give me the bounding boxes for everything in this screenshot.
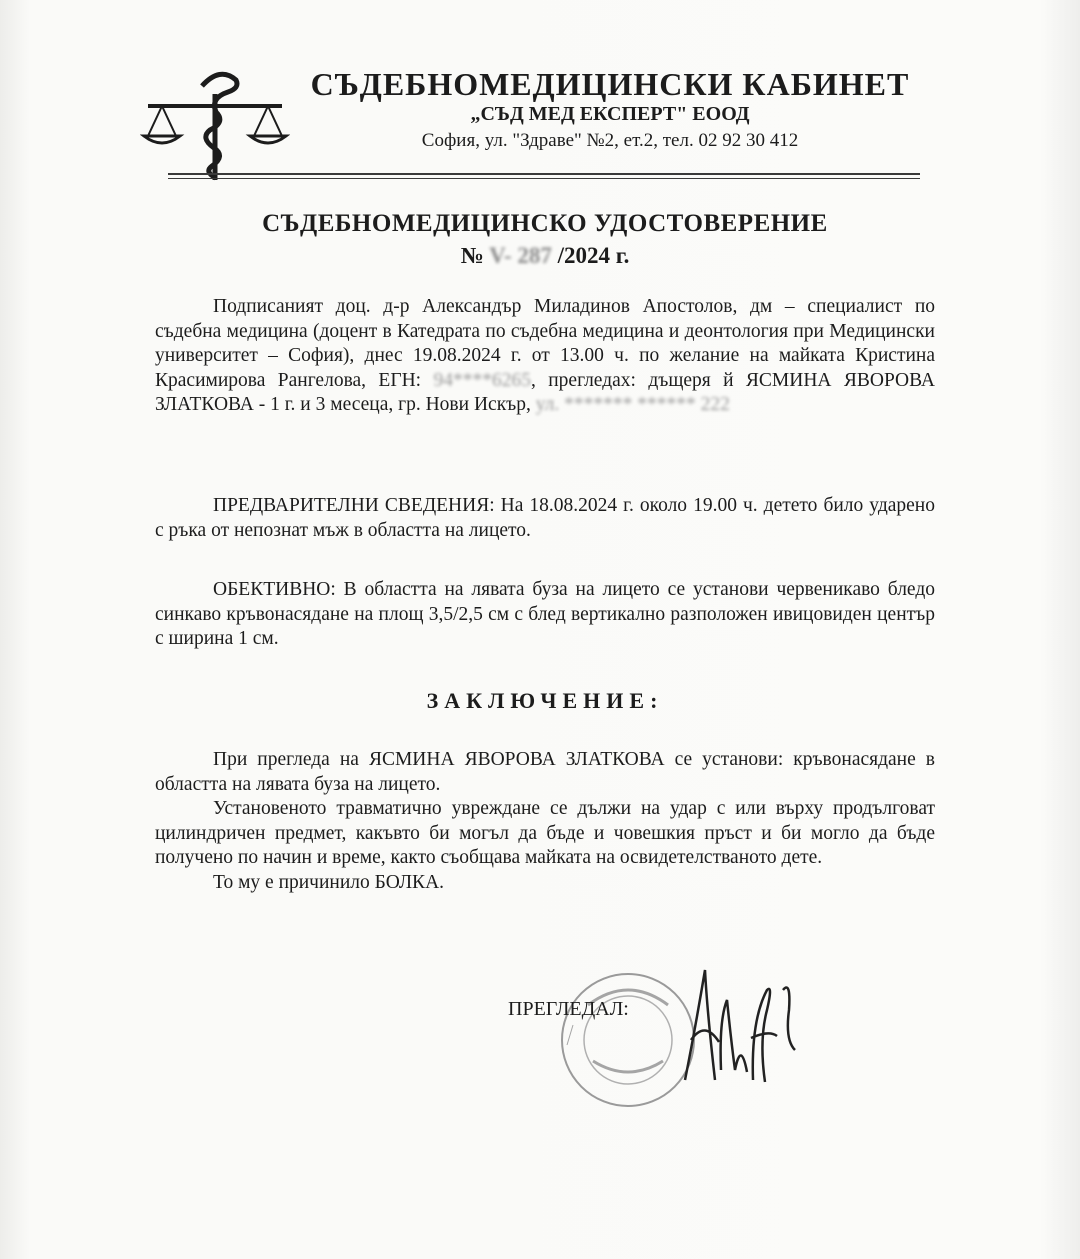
company-name: „СЪД МЕД ЕКСПЕРТ" ЕООД	[470, 103, 750, 125]
preliminary-paragraph: ПРЕДВАРИТЕЛНИ СВЕДЕНИЯ: На 18.08.2024 г. около 19.00 ч. детето било ударено с ръка от непознат мъж в областта на лицето.	[155, 495, 935, 541]
redacted-number: V- 287	[489, 243, 552, 268]
conclusion-paragraph-1: При прегледа на ЯСМИНА ЯВОРОВА ЗЛАТКОВА се установи: кръвонасядане в областта на лявата буза на лицето.	[155, 749, 935, 795]
header-divider-thin	[168, 178, 920, 179]
conclusion-body	[155, 748, 935, 895]
intro-paragraph: Подписаният доц. д-р Александър Миладинов Апостолов, дм – специалист по съдебна медицина (доцент в Катедрата по съдебна медицина и деонтология при Медицински университет – София), днес 19.08.2024 г. от 13.00 ч. по желание на майката Кристина Красимирова Рангелова, ЕГН: 94****6265, прегледах: дъщеря й ЯСМИНА ЯВОРОВА ЗЛАТКОВА - 1 г. и 3 месеца, гр. Нови Искър, ул. ******* ****** 222	[155, 296, 935, 415]
conclusion-paragraph-2: Установеното травматично увреждане се дължи на удар с или върху продълговат цилиндричен предмет, какъвто би могъл да бъде и човешкия пръст и би могло да бъде получено по начин и време, както съобщава майката на освидетелстваното дете.	[155, 798, 935, 868]
redacted-address: ул. ******* ****** 222	[535, 394, 730, 415]
examined-label: ПРЕГЛЕДАЛ:	[508, 998, 629, 1020]
institution-title: СЪДЕБНОМЕДИЦИНСКИ КАБИНЕТ	[310, 66, 910, 102]
header-divider	[168, 173, 920, 175]
redacted-egn: 94****6265	[433, 369, 531, 391]
forensic-scales-caduceus-logo	[140, 66, 290, 184]
objective-paragraph: ОБЕКТИВНО: В областта на лявата буза на лицето се установи червеникаво бледо синкаво кръвонасядане на площ 3,5/2,5 см с блед вертикално разположен ивицовиден център с ширина 1 см.	[155, 579, 935, 649]
institution-address: София, ул. "Здраве" №2, ет.2, тел. 02 92 30 412	[421, 130, 799, 151]
handwritten-signature	[655, 960, 805, 1095]
conclusion-heading: ЗАКЛЮЧЕНИЕ:	[426, 688, 664, 713]
document-title: СЪДЕБНОМЕДИЦИНСКО УДОСТОВЕРЕНИЕ	[262, 210, 828, 237]
document-number: № V- 287 /2024 г.	[460, 243, 630, 268]
conclusion-paragraph-3: То му е причинило БОЛКА.	[213, 871, 445, 893]
